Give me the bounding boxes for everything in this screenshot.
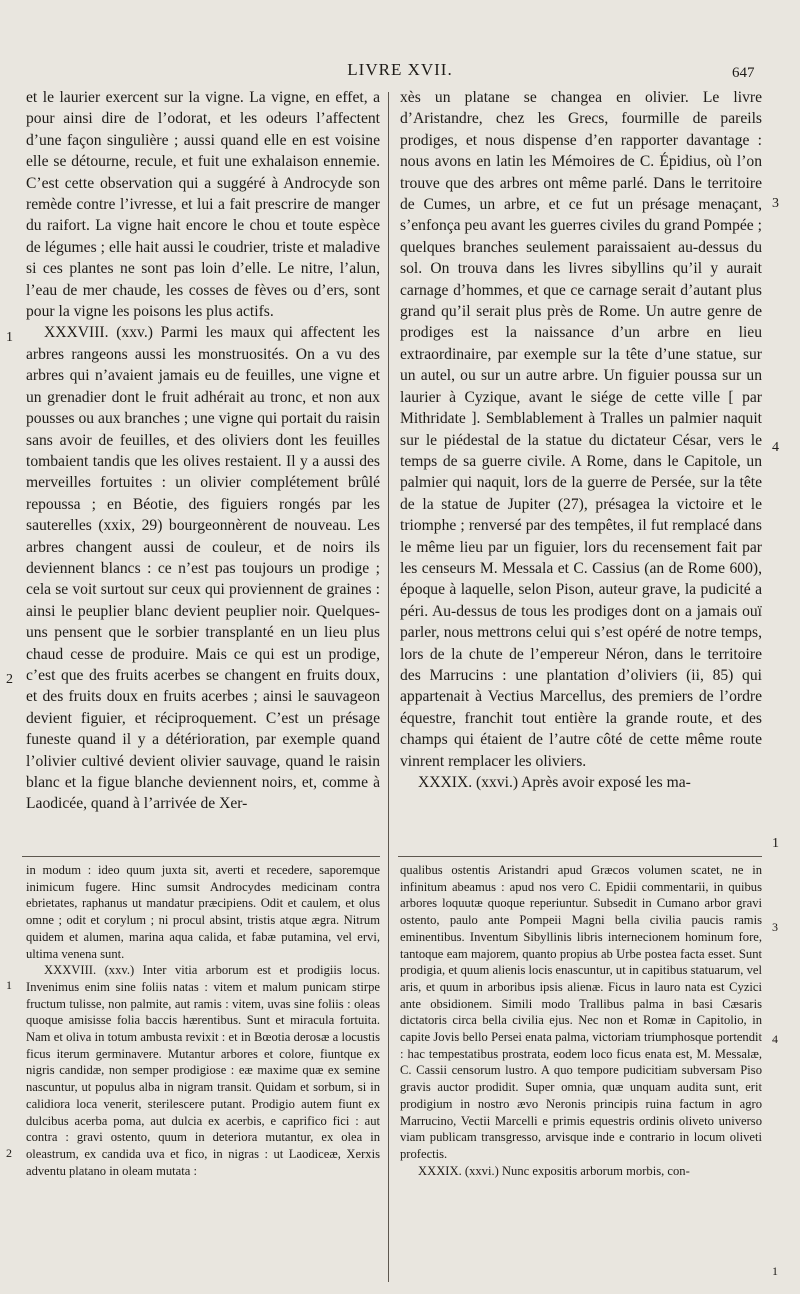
margin-number: 2	[6, 672, 13, 687]
latin-paragraph-chapter-38: XXXVIII. (xxv.) Inter vitia arborum est et prodigiis locus. Invenimus enim sine foliis natas : vitem et malum punicam stirpe fructum tulisse, non palmite, aut ramis : vitem, uvas sine foliis : oleas quoque amisisse folia baccis hærentibus. Sunt et miracula fortuita. Nam et oliva in totum ambusta revixit : et in Bœotia derosæ a locustis ficus iterum germinavere. Mutantur arbores et colore, fiuntque ex nigris candidæ, non semper prodigiose : eæ maxime quæ ex semine nascuntur, ut populus alba in nigram transit. Quidam et sorbum, si in calidiora loca venerit, sterilescere putant. Prodigio autem fiunt ex dulcibus acerba poma, aut dulcia ex acerbis, e caprifico fici : aut contra : gravi ostento, quum in deteriora mutantur, ex olea in oleastrum, ex candida uva et fico, in nigras : ut Laodiceæ, Xerxis adventu platano in oleam mutata :	[26, 963, 380, 1178]
margin-number: 1	[772, 836, 779, 851]
latin-right-column	[400, 862, 762, 1179]
french-paragraph: xès un platane se changea en olivier. Le livre d’Aristandre, chez les Grecs, fourmille de pareils prodiges, et nous dispense d’en rapporter davantage : nous avons en latin les Mémoires de C. Épidius, où l’on trouve que des arbres ont même parlé. Dans le territoire de Cumes, un arbre, et ce fut un présage menaçant, s’enfonça peu avant les guerres civiles du grand Pompée ; quelques branches seulement paraissaient au-dessus du sol. On trouva dans les livres sibyllins qu’il y aurait carnage d’hommes, et que ce carnage serait d’autant plus grand qu’il serait plus près de Rome. Un autre genre de prodiges est la naissance d’un arbre en lieu extraordinaire, par exemple sur la tête d’une statue, sur un autel, ou sur un autre arbre. Un figuier poussa sur un laurier à Cyzique, avant le siége de cette ville [ par Mithridate ]. Semblablement à Tralles un palmier naquit sur le piédestal de la statue du dictateur César, vers le temps de sa guerre civile. A Rome, dans le Capitole, un palmier qui naquit, lors de la guerre de Persée, sur la tête de la statue de Jupiter (27), présagea la victoire et le triomphe ; renversé par des tempêtes, il fut remplacé dans le même lieu par un figuier, lors du recensement fait par les censeurs M. Messala et C. Cassius (an de Rome 600), époque à laquelle, selon Pison, auteur grave, la pudicité a péri. Au-dessus de tous les prodiges dont on a jamais ouï parler, nous mettrons celui qui s’est opéré de notre temps, lors de la chute de l’empereur Néron, dans le territoire des Marrucins : une plantation d’oliviers (ii, 85) qui appartenait à Vectius Marcellus, des premiers de l’ordre équestre, franchit tout entière la grande route, et des champs qui étaient de l’autre côté de cette même route vinrent remplacer les oliviers.	[400, 89, 762, 770]
page-number: 647	[732, 65, 755, 81]
margin-number: 1	[6, 978, 12, 992]
running-title: LIVRE XVII.	[347, 60, 453, 79]
footnote-separator-left	[22, 856, 380, 857]
french-left-column	[26, 87, 380, 815]
margin-number: 2	[6, 1146, 12, 1160]
latin-paragraph: qualibus ostentis Aristandri apud Græcos volumen scatet, ne in infinitum abeamus : apud nos vero C. Epidii commentarii, in quibus arbores loquutæ quoque reperiuntur. Subsedit in Cumano arbor gravi ostento, paulo ante Pompeii Magni bella civilia paucis ramis eminentibus. Inventum Sibyllinis libris internecionem hominum fore, tantoque eam majorem, quanto propius ab Urbe postea facta esset. Sunt prodigia, et quum alienis locis enascuntur, ut in capitibus statuarum, vel aris, et quum in arboribus ipsis alienæ. Ficus in lauro nata est Cyzici ante obsidionem. Simili modo Trallibus palma in basi Cæsaris dictatoris circa bella civilia ejus. Nec non et Romæ in Capitolio, in capite Jovis bello Persei enata palma, victoriam triumphosque portendit : hac tempestatibus prostrata, eodem loco ficus enata est, M. Messalæ, C. Cassii censorum lustro. A quo tempore pudicitiam subversam Piso gravis auctor prodidit. Super omnia, quæ unquam audita sunt, erit prodigium in nostro ævo Neronis principis ruina factum in agro Marrucino, Vectii Marcelli e primis equestris ordinis oliveto universo viam publicam transgresso, arvisque inde e contrario in locum oliveti profectis.	[400, 863, 762, 1161]
footnote-separator-right	[398, 856, 762, 857]
latin-left-column	[26, 862, 380, 1179]
margin-number: 4	[772, 440, 779, 455]
french-paragraph-chapter-39: XXXIX. (xxvi.) Après avoir exposé les ma-	[418, 774, 691, 791]
margin-number: 1	[6, 330, 13, 345]
latin-paragraph: in modum : ideo quum juxta sit, averti et recedere, saporemque inimicum fugere. Hinc sumsit Androcydes medicinam contra ebrietates, raphanus ut mandatur præcipiens. Odit et caulem, et olus omne ; odit et corylum ; ni procul absint, tristis atque ægra. Nitrum quidem et alumen, marina aqua calida, et fabæ putamina, vel ervi, ultima venena sunt.	[26, 863, 380, 961]
french-paragraph-chapter-38: XXXVIII. (xxv.) Parmi les maux qui affectent les arbres rangeons aussi les monstruosités. On a vu des arbres qui n’avaient jamais eu de feuilles, une vigne et un grenadier dont le fruit adhérait au tronc, et non aux pousses ou aux branches ; une vigne qui portait du raisin sans avoir de feuilles, et des oliviers dont les feuilles tombaient tandis que les olives restaient. Il y a aussi des merveilles fortuites : un olivier complétement brûlé repoussa ; en Béotie, des figuiers rongés par les sauterelles (xxix, 29) bourgeonnèrent de nouveau. Les arbres changent aussi de couleur, et de noirs ils deviennent blancs : ce n’est pas toujours un prodige ; cela se voit surtout sur ceux qui proviennent de graines : ainsi le peuplier blanc devient peuplier noir. Quelques-uns pensent que le sorbier transplanté en un lieu plus chaud cesse de produire. Mais ce qui est un prodige, c’est que des fruits acerbes se changent en fruits doux, et des fruits doux en fruits acerbes ; ainsi le sauvageon devient figuier, et réciproquement. C’est un présage funeste quand il y a détérioration, par exemple quand l’olivier cultivé devient olivier sauvage, quand le raisin blanc et la figue blanche deviennent noirs, et, comme à Laodicée, quand à l’arrivée de Xer-	[26, 324, 380, 813]
margin-number: 1	[772, 1264, 778, 1278]
margin-number: 3	[772, 196, 779, 211]
margin-number: 3	[772, 920, 778, 934]
latin-paragraph-chapter-39: XXXIX. (xxvi.) Nunc expositis arborum morbis, con-	[418, 1163, 690, 1178]
column-divider	[388, 92, 389, 1282]
page-header	[0, 60, 800, 86]
french-right-column	[400, 87, 762, 793]
french-paragraph: et le laurier exercent sur la vigne. La vigne, en effet, a pour ainsi dire de l’odorat, et les odeurs l’affectent d’une façon singulière ; aussi quand elle en est voisine elle se détourne, recule, et fuit une exhalaison ennemie. C’est cette observation qui a suggéré à Androcyde son remède contre l’ivresse, et lui a fait prescrire de manger du raifort. La vigne hait encore le chou et toute espèce de légumes ; elle hait aussi le coudrier, triste et maladive si ces plantes ne sont pas loin d’elle. Le nitre, l’alun, l’eau de mer chaude, les cosses de fèves ou d’ers, sont pour la vigne les poisons les plus actifs.	[26, 89, 380, 321]
margin-number: 4	[772, 1032, 778, 1046]
